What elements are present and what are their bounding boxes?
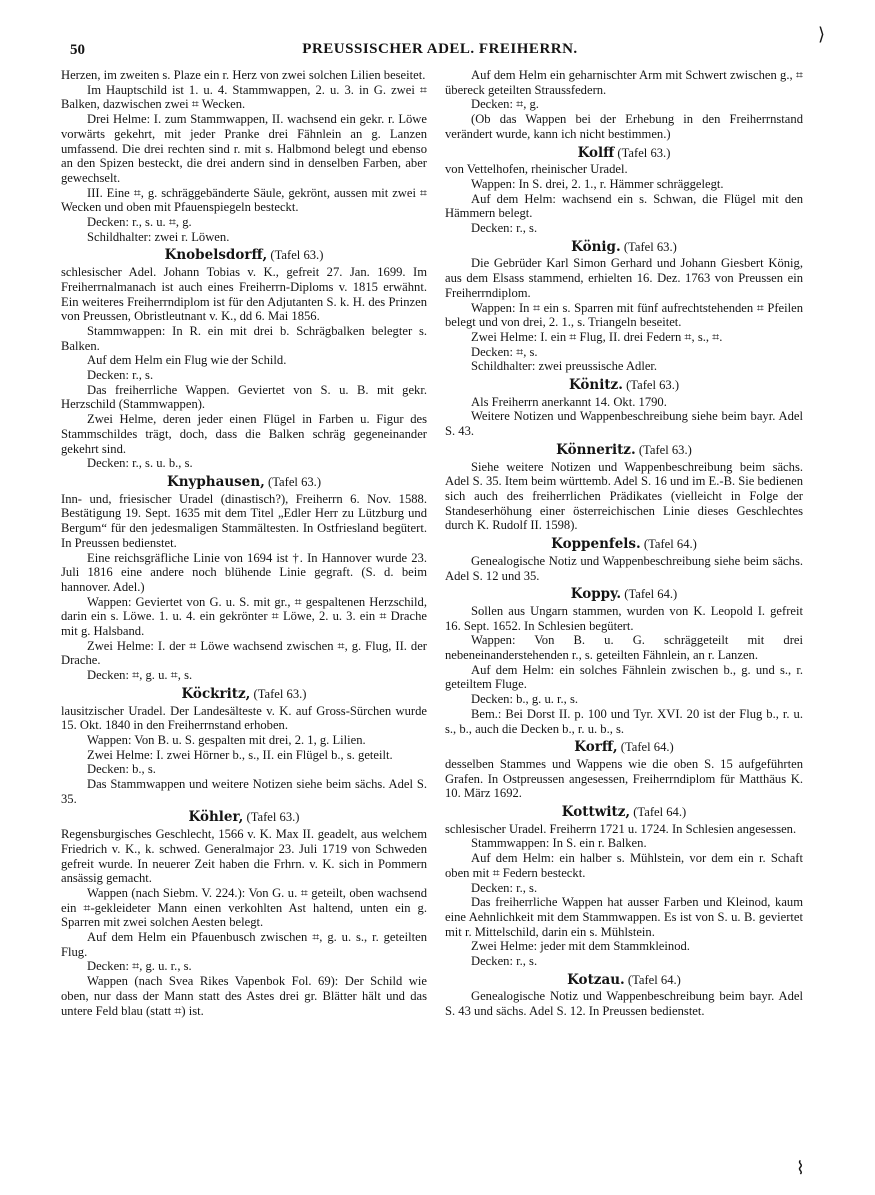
right-column — [445, 68, 803, 1019]
entry-heading — [445, 740, 803, 755]
left-column — [61, 68, 427, 1018]
entry-plate: (Tafel 63.) — [268, 474, 322, 489]
continuation-paragraph: Decken: r., s. u. ⌗, g. — [87, 215, 192, 230]
entry-paragraph: Wappen: Geviertet von G. u. S. mit gr., ⌗ gespaltenen Herzschild, darin ein s. Löwe. 1. u. 4. ein gekrönter ⌗ Löwe, 2. u. 3. ein ⌗ Drache mit g. Halsband. — [61, 594, 427, 639]
entry-paragraph: Sollen aus Ungarn stammen, wurden von K. Leopold I. gefreit 16. Sept. 1652. In Schlesien begütert. — [445, 603, 803, 633]
entry-plate: (Tafel 63.) — [617, 145, 671, 160]
entry-paragraph: Auf dem Helm ein Pfauenbusch zwischen ⌗, g. u. s., r. geteilten Flug. — [61, 930, 427, 959]
entry-paragraph: schlesischer Uradel. Freiherrn 1721 u. 1724. In Schlesien angesessen. — [445, 821, 797, 836]
entry-paragraph: Als Freiherrn anerkannt 14. Okt. 1790. — [471, 394, 667, 409]
entry-paragraph: Wappen: Von B. u. G. schräggeteilt mit drei nebeneinanderstehenden r., s. geteilten Fähnlein, an r. Lanzen. — [445, 633, 803, 663]
continuation-paragraph: Herzen, im zweiten s. Plaze ein r. Herz von zwei solchen Lilien beseitet. — [61, 68, 426, 82]
entry-plate: (Tafel 63.) — [638, 442, 692, 457]
entry-koehler — [61, 810, 427, 1018]
entry-plate: (Tafel 63.) — [270, 248, 324, 263]
entry-paragraph: von Vettelhofen, rheinischer Uradel. — [445, 162, 628, 177]
entry-paragraph: Stammwappen: In R. ein mit drei b. Schrägbalken belegter s. Balken. — [61, 323, 427, 353]
entry-plate: (Tafel 64.) — [624, 587, 678, 602]
entry-paragraph: Wappen: In ⌗ ein s. Sparren mit fünf aufrechtstehenden ⌗ Pfeilen belegt und von drei, 2. 1., s. Triangeln beseitet. — [445, 300, 803, 330]
entry-heading — [445, 240, 803, 255]
entry-name: Knyphausen, — [166, 473, 265, 490]
entry-paragraph: Zwei Helme: I. ein ⌗ Flug, II. drei Federn ⌗, s., ⌗. — [471, 329, 723, 344]
entry-plate: (Tafel 64.) — [620, 740, 674, 755]
continuation-paragraph: III. Eine ⌗, g. schräggebänderte Säule, gekrönt, aussen mit zwei ⌗ Wecken und oben mit Pfauenspiegeln besteckt. — [61, 185, 427, 215]
entry-name: König. — [571, 238, 621, 255]
entry-koenig — [445, 240, 803, 374]
entry-name: Kolff — [577, 144, 615, 161]
entry-name: Kotzau. — [567, 971, 625, 988]
entry-koppy — [445, 587, 803, 736]
entry-koenitz — [445, 378, 803, 439]
entry-paragraph: Bem.: Bei Dorst II. p. 100 und Tyr. XVI. 20 ist der Flug b., r. u. s., b., auch die Decken b., r. u. b., s. — [445, 706, 803, 736]
entry-kolff — [445, 146, 803, 236]
entry-paragraph: Das freiherrliche Wappen. Geviertet von S. u. B. mit gekr. Herzschild (Stammwappen). — [61, 382, 427, 412]
entry-plate: (Tafel 64.) — [643, 537, 697, 552]
entry-heading — [445, 537, 803, 552]
entry-paragraph: Wappen (nach Svea Rikes Vapenbok Fol. 69): Der Schild wie oben, nur dass der Mann statt des Astes drei gr. Blätter hält und das untere Feld blau (statt ⌗) ist. — [61, 974, 427, 1018]
entry-heading — [445, 587, 803, 602]
entry-plate: (Tafel 64.) — [633, 805, 687, 820]
entry-paragraph: Schildhalter: zwei preussische Adler. — [471, 359, 658, 374]
entry-kottwitz — [445, 805, 803, 969]
entry-paragraph: Zwei Helme: I. zwei Hörner b., s., II. ein Flügel b., s. geteilt. — [87, 747, 393, 762]
entry-paragraph: Decken: r., s. — [471, 221, 538, 236]
entry-name: Köhler, — [188, 809, 244, 826]
margin-mark-top: ⟩ — [818, 24, 826, 44]
entry-plate: (Tafel 63.) — [246, 810, 300, 825]
continuation-paragraph: Schildhalter: zwei r. Löwen. — [87, 229, 230, 244]
entry-paragraph: Wappen (nach Siebm. V. 224.): Von G. u. ⌗ geteilt, oben wachsend ein ⌗-gekleideter Mann einen verkohlten Ast haltend, unten ein g. Sparren mit zwei solchen Aesten belegt. — [61, 885, 427, 930]
entry-knobelsdorff — [61, 248, 427, 471]
entry-paragraph: Die Gebrüder Karl Simon Gerhard und Johann Giesbert König, aus dem Elsass stammend, erhielten 16. Dez. 1763 von Preussen ein Freiherrndiplom. — [445, 256, 803, 300]
entry-paragraph: Decken: b., s. — [87, 762, 156, 777]
entry-heading — [445, 378, 803, 393]
entry-paragraph: Decken: ⌗, s. — [471, 344, 538, 359]
entry-knyphausen — [61, 475, 427, 683]
running-head: PREUSSISCHER ADEL. FREIHERRN. — [302, 41, 578, 57]
entry-paragraph: Inn- und, friesischer Uradel (dinastisch?), Freiherrn 6. Nov. 1588. Bestätigung 19. Sept. 1635 mit dem Titel „Edler Herr zu Lützburg und Bergum“ für den jedesmaligen Stammältesten. In Ostfriesland begütert. In Preussen bedienstet. — [61, 491, 427, 550]
entry-name: Korff, — [574, 739, 618, 756]
entry-paragraph: Decken: r., s. — [471, 880, 538, 895]
entry-paragraph: Decken: b., g. u. r., s. — [471, 692, 579, 707]
entry-name: Könneritz. — [556, 441, 636, 458]
entry-heading — [61, 475, 427, 490]
entry-koeckritz — [61, 687, 427, 807]
entry-heading — [61, 810, 427, 825]
continuation-paragraph: Decken: ⌗, g. — [471, 97, 539, 112]
entry-paragraph: Regensburgisches Geschlecht, 1566 v. K. Max II. geadelt, aus welchem Friedrich v. K., k. schwed. Generalmajor 23. Juli 1719 von Schweden gefreit wurde. In neuerer Zeit haben die Frhrn. v. K. sich in Pommern ansässig gemacht. — [61, 827, 427, 886]
entry-paragraph: Auf dem Helm: ein halber s. Mühlstein, vor dem ein r. Schaft oben mit ⌗ Federn besteckt. — [445, 851, 803, 880]
entry-paragraph: Zwei Helme, deren jeder einen Flügel in Farben u. Figur des Stammschildes trägt, doch, dass die Balken schräg gegeneinander gekehrt sind. — [61, 412, 427, 456]
entry-heading — [61, 687, 427, 702]
entry-name: Köckritz, — [181, 685, 251, 702]
continuation-paragraph: Im Hauptschild ist 1. u. 4. Stammwappen, 2. u. 3. in G. zwei ⌗ Balken, dazwischen zwei ⌗ Wecken. — [61, 82, 427, 112]
entry-name: Kottwitz, — [561, 804, 631, 821]
entry-paragraph: Stammwappen: In S. ein r. Balken. — [471, 836, 647, 851]
entry-paragraph: lausitzischer Uradel. Der Landesälteste v. K. auf Gross-Sürchen wurde 15. Okt. 1840 in den Freiherrnstand erhoben. — [61, 703, 427, 733]
entry-paragraph: Genealogische Notiz und Wappenbeschreibung siehe beim sächs. Adel S. 12 und 35. — [445, 553, 803, 583]
entry-paragraph: Genealogische Notiz und Wappenbeschreibung beim bayr. Adel S. 43 und sächs. Adel S. 12. In Preussen bedienstet. — [445, 989, 803, 1019]
entry-paragraph: Das Stammwappen und weitere Notizen siehe beim sächs. Adel S. 35. — [61, 777, 427, 806]
entry-name: Knobelsdorff, — [164, 247, 268, 264]
entry-paragraph: Wappen: Von B. u. S. gespalten mit drei, 2. 1, g. Lilien. — [87, 732, 366, 747]
entry-paragraph: Auf dem Helm ein Flug wie der Schild. — [87, 353, 287, 368]
entry-paragraph: Eine reichsgräfliche Linie von 1694 ist †. In Hannover wurde 23. Juli 1816 eine andere noch blühende Linie gegraft. (S. d. beim hannover. Adel.) — [61, 550, 427, 594]
entry-heading — [445, 146, 803, 161]
entry-paragraph: Auf dem Helm: wachsend ein s. Schwan, die Flügel mit den Hämmern belegt. — [445, 191, 803, 221]
entry-paragraph: Decken: r., s. — [87, 368, 154, 383]
page-number: 50 — [70, 42, 85, 58]
entry-korff — [445, 740, 803, 801]
entry-name: Könitz. — [568, 377, 623, 394]
entry-kotzau — [445, 973, 803, 1019]
entry-koenneritz — [445, 443, 803, 533]
entry-paragraph: Wappen: In S. drei, 2. 1., r. Hämmer schräggelegt. — [471, 176, 724, 191]
entry-heading — [445, 805, 803, 820]
page-header — [60, 40, 820, 62]
entry-paragraph: Decken: ⌗, g. u. r., s. — [87, 959, 192, 974]
entry-paragraph: Decken: r., s. — [471, 954, 538, 969]
entry-paragraph: Zwei Helme: jeder mit dem Stammkleinod. — [471, 939, 690, 954]
entry-heading — [61, 248, 427, 263]
entry-paragraph: Decken: r., s. u. b., s. — [87, 456, 193, 471]
entry-paragraph: Das freiherrliche Wappen hat ausser Farben und Kleinod, kaum eine Aehnlichkeit mit dem Stammwappen. Es ist von S. u. B. geviertet mit r. Mittelschild, darin ein s. Mühlstein. — [445, 895, 803, 939]
continuation-paragraph: (Ob das Wappen bei der Erhebung in den Freiherrnstand verändert wurde, kann ich nicht bestimmen.) — [445, 112, 803, 141]
entry-plate: (Tafel 63.) — [626, 378, 680, 393]
entry-heading — [445, 973, 803, 988]
entry-name: Koppenfels. — [551, 536, 641, 553]
entry-paragraph: Decken: ⌗, g. u. ⌗, s. — [87, 668, 193, 683]
entry-paragraph: desselben Stammes und Wappens wie die oben S. 15 aufgeführten Grafen. In Ostpreussen angesessen, Freiherrndiplom für Matthäus K. 10. März 1692. — [445, 756, 803, 801]
continuation-paragraph: Drei Helme: I. zum Stammwappen, II. wachsend ein gekr. r. Löwe vorwärts gekehrt, mit jeder Pranke drei Fähnlein an g. Lanzen umfassend. Die drei rechten sind r. mit s. Halbmond belegt und ebenso an den Spizen besteckt, die drei andern sind in denselben Farben, aber gewechselt. — [61, 112, 427, 185]
entry-heading — [445, 443, 803, 458]
entry-plate: (Tafel 63.) — [253, 686, 307, 701]
entry-koppenfels — [445, 537, 803, 583]
entry-plate: (Tafel 64.) — [627, 972, 681, 987]
entry-paragraph: Siehe weitere Notizen und Wappenbeschreibung beim sächs. Adel S. 35. Item beim württemb. Adel S. 16 und im E.-B. Sie bedienen sich auch des freiherrlichen Prädikates (vielleicht in Folge der Standeserhöhung einer österreichischen Linie dieses Geschlechtes durch K. Rudolf II. 1598). — [445, 459, 803, 533]
margin-mark-bottom: ⌇ — [796, 1158, 805, 1178]
entry-plate: (Tafel 63.) — [623, 239, 677, 254]
entry-paragraph: schlesischer Adel. Johann Tobias v. K., gefreit 27. Jan. 1699. Im Freiherrnalmanach ist auch eines Freiherrn-Diploms v. 1815 erwähnt. Ein weiteres Freiherrndiplom ist für den Adjutanten S. k. H. des Prinzen von Preussen, Obristleutnant v. K., dd 6. Mai 1856. — [61, 265, 427, 324]
entry-paragraph: Auf dem Helm: ein solches Fähnlein zwischen b., g. und s., r. geteiltem Fluge. — [445, 662, 803, 692]
entry-name: Koppy. — [570, 586, 622, 603]
continuation-paragraph: Auf dem Helm ein geharnischter Arm mit Schwert zwischen g., ⌗ übereck geteilten Straussfedern. — [445, 68, 803, 97]
entry-paragraph: Zwei Helme: I. der ⌗ Löwe wachsend zwischen ⌗, g. Flug, II. der Drache. — [61, 638, 427, 668]
entry-paragraph: Weitere Notizen und Wappenbeschreibung siehe beim bayr. Adel S. 43. — [445, 409, 803, 439]
